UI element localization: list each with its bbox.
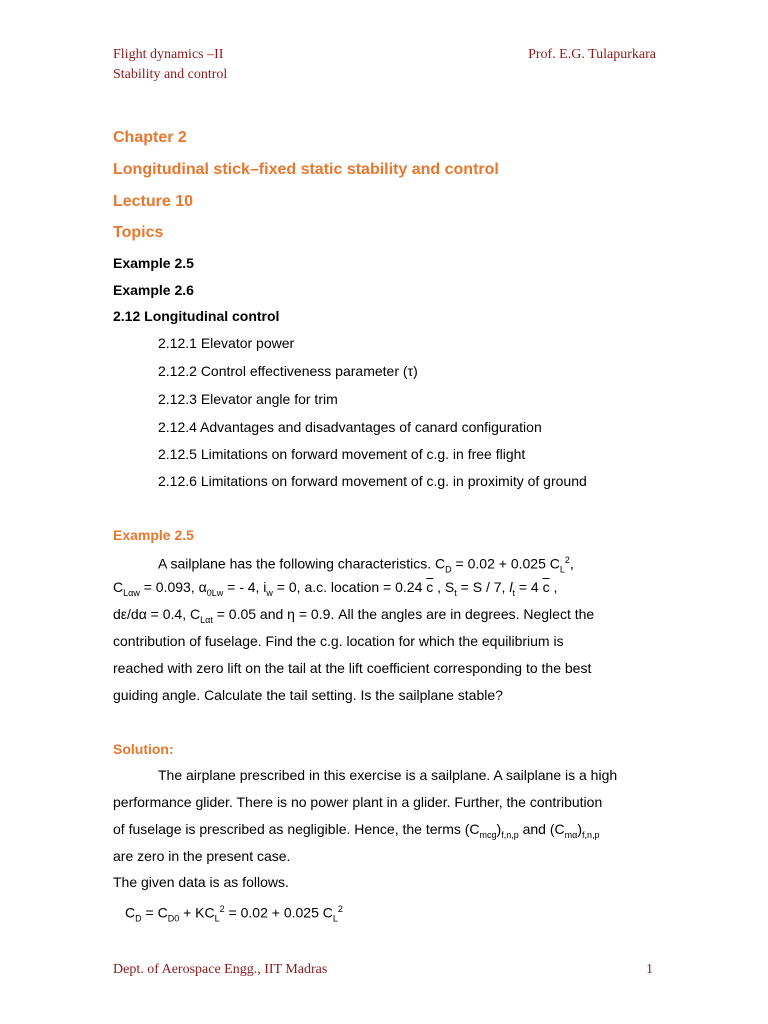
footer-department: Dept. of Aerospace Engg., IIT Madras	[113, 962, 328, 977]
topic-item: Example 2.5	[113, 255, 194, 271]
example-line: dε/dα = 0.4, $C_{L\alpha t} = 0.05$ and η = 0.9. All the angles are in degrees. Neglect the	[113, 606, 595, 625]
solution-line: The given data is as follows.	[113, 874, 289, 890]
example-line: guiding angle. Calculate the tail setting. Is the sailplane stable?	[113, 687, 503, 703]
solution-line: are zero in the present case.	[113, 848, 291, 864]
example-line: contribution of fuselage. Find the c.g. location for which the equilibrium is	[113, 633, 564, 649]
page-title: Longitudinal stick–fixed static stability and control	[113, 161, 499, 178]
drag-polar-equation: $C_D = C_{D0} + KC_L^2 = 0.02 + 0.025$ $C_L^2$	[125, 904, 343, 924]
subtopic-item: 2.12.5 Limitations on forward movement of c.g. in free flight	[158, 446, 526, 462]
solution-line: The airplane prescribed in this exercise is a sailplane. A sailplane is a high	[158, 767, 618, 783]
solution-heading: Solution:	[113, 741, 174, 757]
solution-line: of fuselage is prescribed as negligible. Hence, the terms $(C_{mcg})_{f,n,p}$ and $(C_{m\alpha})_{f,n,p}$	[113, 821, 600, 840]
chapter-heading: Chapter 2	[113, 129, 187, 146]
header-course-title: Flight dynamics –II	[113, 47, 224, 62]
header-author: Prof. E.G. Tulapurkara	[528, 47, 656, 62]
header-course	[113, 45, 227, 85]
subtopic-item: 2.12.2 Control effectiveness parameter (τ)	[158, 363, 418, 379]
topic-item: Example 2.6	[113, 282, 194, 298]
header-course-subtitle: Stability and control	[113, 67, 228, 82]
solution-line: performance glider. There is no power plant in a glider. Further, the contribution	[113, 794, 603, 810]
topics-heading: Topics	[113, 224, 164, 241]
example-line: $C_{L\alpha w} = 0.093$, $\alpha_{0Lw}$ = - 4, $i_w = 0$, a.c. location = 0.24 $\overline{c}$ , $S_t = S / 7$, $l_t = 4$ $\overline{c}$ ,	[113, 579, 558, 598]
example-heading: Example 2.5	[113, 527, 194, 543]
page-number: 1	[646, 962, 653, 977]
subtopic-item: 2.12.1 Elevator power	[158, 335, 295, 351]
subtopic-item: 2.12.4 Advantages and disadvantages of canard configuration	[158, 419, 542, 435]
topic-item: 2.12 Longitudinal control	[113, 308, 280, 324]
example-line: reached with zero lift on the tail at the lift coefficient corresponding to the best	[113, 660, 592, 676]
example-line: A sailplane has the following characteristics. $C_D = 0.02 + 0.025$ $C_L^2$,	[158, 555, 574, 575]
lecture-heading: Lecture 10	[113, 193, 194, 210]
subtopic-item: 2.12.3 Elevator angle for trim	[158, 391, 338, 407]
subtopic-item: 2.12.6 Limitations on forward movement of c.g. in proximity of ground	[158, 473, 587, 489]
